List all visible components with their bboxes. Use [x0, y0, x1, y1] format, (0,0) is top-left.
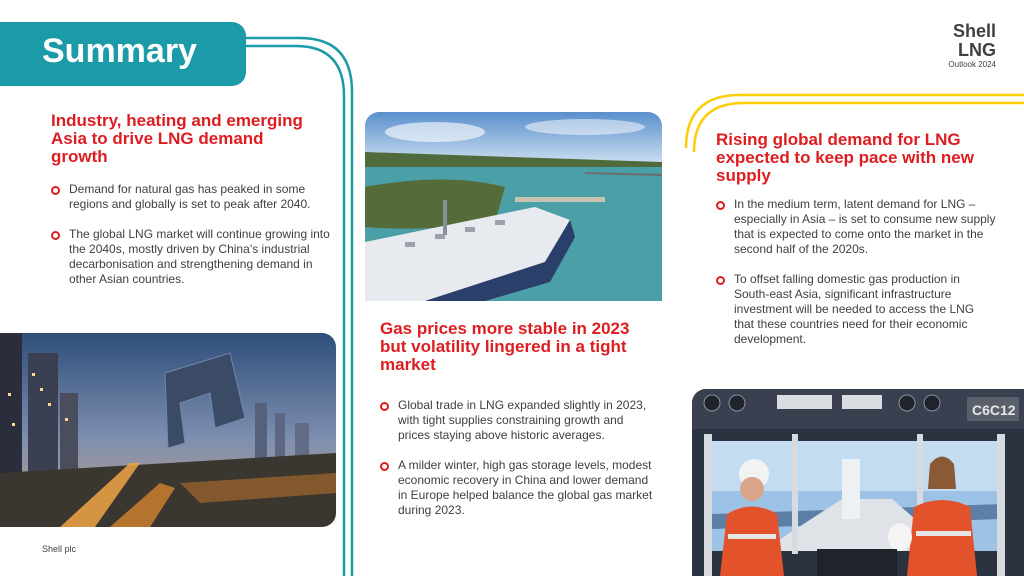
bullet-icon [380, 402, 389, 411]
col1-bullet-2 [51, 227, 331, 287]
col1-bullet-1-text: Demand for natural gas has peaked in some regions and globally is set to peak after 2040. [69, 182, 311, 211]
col1-bullet-2-text: The global LNG market will continue growing into the 2040s, mostly driven by China’s industrial decarbonisation and strengthening demand in other Asian countries. [69, 227, 330, 286]
title-tab [0, 22, 246, 86]
city-skyline-photo [0, 333, 336, 527]
logo-line-3: Outlook 2024 [948, 60, 996, 69]
logo-line-1: Shell [952, 21, 996, 41]
footer-company: Shell plc [42, 544, 77, 554]
bridge-sign-label: C6C12 [972, 402, 1016, 418]
col1-heading: Industry, heating and emerging Asia to drive LNG demand growth [51, 111, 303, 166]
bullet-icon [380, 462, 389, 471]
shell-lng-logo [936, 22, 996, 69]
logo-line-2: LNG [958, 40, 996, 60]
bullet-icon [51, 231, 60, 240]
bullet-icon [51, 186, 60, 195]
col1-bullets [51, 182, 331, 302]
col3-bullet-2 [716, 272, 996, 347]
ship-bridge-crew-photo [692, 389, 1024, 576]
col3-bullet-2-text: To offset falling domestic gas production in South-east Asia, significant infrastructure investment will be needed to access the LNG that these countries need for their economic development. [734, 272, 975, 346]
col2-bullet-2 [380, 458, 655, 518]
col2-bullet-1-text: Global trade in LNG expanded slightly in 2023, with tight supplies constraining growth and prices staying above historic averages. [398, 398, 647, 442]
col1-bullet-1 [51, 182, 331, 212]
col3-bullet-1-text: In the medium term, latent demand for LNG – especially in Asia – is set to consume new supply that is expected to come onto the market in the second half of the 2020s. [734, 197, 996, 256]
lng-tanker-photo [365, 112, 662, 301]
page-title: Summary [42, 32, 197, 70]
col3-bullet-1 [716, 197, 996, 257]
col2-bullets [380, 398, 655, 533]
bullet-icon [716, 276, 725, 285]
col3-heading: Rising global demand for LNG expected to keep pace with new supply [716, 130, 974, 185]
bullet-icon [716, 201, 725, 210]
col2-bullet-1 [380, 398, 655, 443]
col3-bullets [716, 197, 996, 362]
col2-heading: Gas prices more stable in 2023 but volatility lingered in a tight market [380, 319, 630, 374]
col2-bullet-2-text: A milder winter, high gas storage levels, modest economic recovery in China and lower demand in Europe helped balance the global gas market during 2023. [398, 458, 653, 517]
